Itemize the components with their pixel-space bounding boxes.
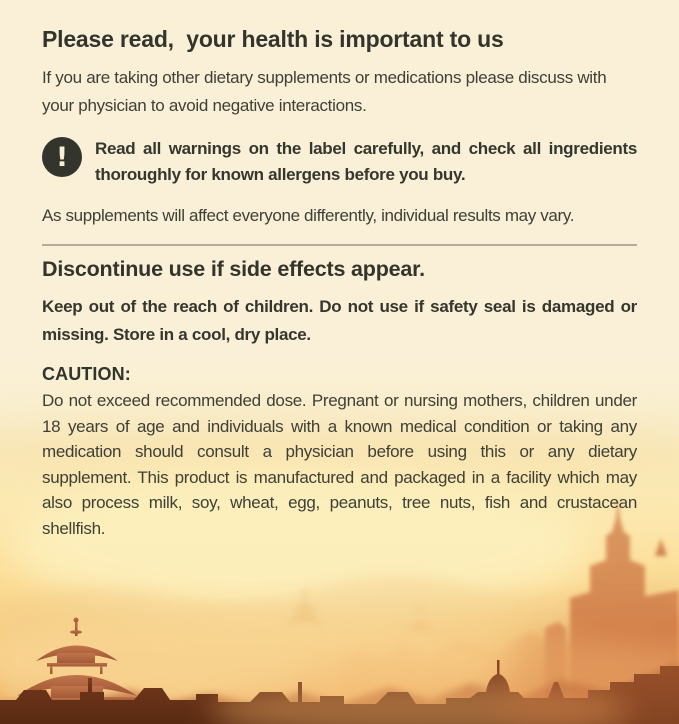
- intro-paragraph: If you are taking other dietary supplements or medications please discuss with your physician to avoid negative interactions.: [42, 68, 607, 115]
- section-divider: [42, 244, 637, 246]
- side-effects-heading: Discontinue use if side effects appear.: [42, 257, 425, 281]
- caution-heading: CAUTION:: [42, 364, 131, 384]
- keep-out-of-reach-text: Keep out of the reach of children. Do not use if safety seal is damaged or missing. Store in a cool, dry place.: [42, 297, 637, 344]
- caution-paragraph: Do not exceed recommended dose. Pregnant or nursing mothers, children under 18 years of age and individuals with a known medical condition or taking any medication should consult a physician before using this or any dietary supplement. This product is manufactured and packaged in a facility which may also process milk, soy, wheat, egg, peanuts, tree nuts, fish and crustacean shellfish.: [42, 391, 637, 538]
- warning-callout: [42, 136, 637, 188]
- results-disclaimer: As supplements will affect everyone differently, individual results may vary.: [42, 206, 575, 225]
- page-title: Please read, your health is important to us: [42, 26, 504, 52]
- exclamation-circle-icon: !: [42, 137, 82, 177]
- warning-text: Read all warnings on the label carefully, and check all ingredients thoroughly for known allergens before you buy.: [95, 139, 637, 184]
